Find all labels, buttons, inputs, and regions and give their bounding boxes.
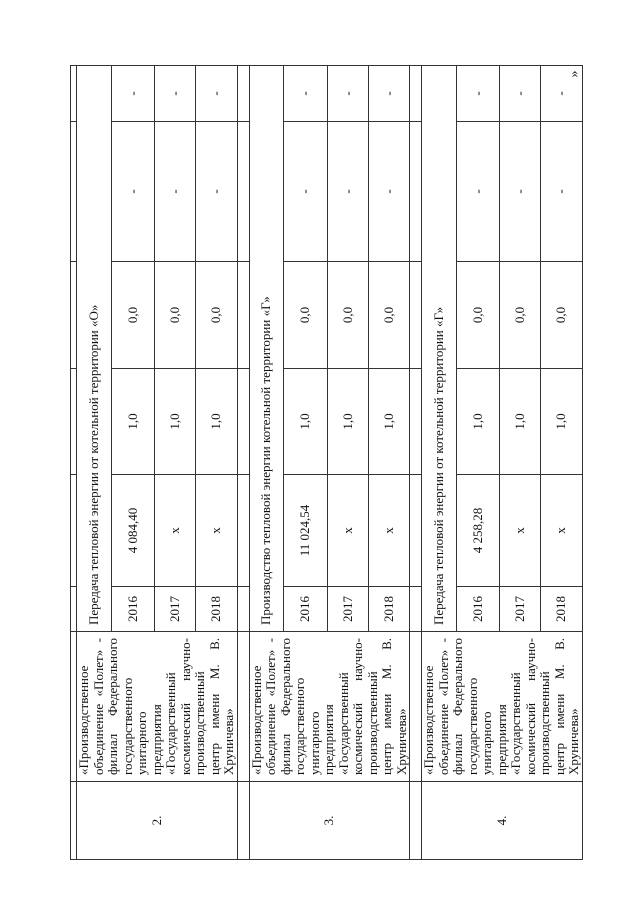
value-cell: 0,0	[111, 262, 154, 369]
volume-cell: 4 084,40	[111, 475, 154, 587]
volume-cell: x	[196, 475, 237, 587]
spacer-cell	[410, 587, 422, 632]
spacer-cell	[237, 782, 249, 860]
dash-cell: -	[456, 66, 499, 122]
coefficient-cell: 1,0	[500, 369, 541, 475]
coefficient-cell: 1,0	[368, 369, 409, 475]
spacer-cell	[237, 632, 249, 782]
section-spacer-row	[410, 66, 422, 860]
dash-cell: -	[500, 66, 541, 122]
organization-name: «Производственное объединение «Полет» - филиал Федерального государственного унитарного предприятия «Государственный космический научно-производственный центр имени М. В. Хруничева»	[422, 632, 583, 782]
table-body	[71, 66, 583, 860]
value-cell: 0,0	[327, 262, 368, 369]
dash-cell: -	[368, 122, 409, 262]
year-cell: 2016	[111, 587, 154, 632]
coefficient-cell: 1,0	[196, 369, 237, 475]
document-sheet	[70, 66, 581, 860]
dash-cell: -	[500, 122, 541, 262]
dash-cell: -	[327, 122, 368, 262]
value-cell: 0,0	[456, 262, 499, 369]
dash-cell: -	[111, 122, 154, 262]
year-cell: 2016	[456, 587, 499, 632]
dash-cell: -	[327, 66, 368, 122]
tariff-table	[70, 65, 583, 860]
spacer-cell	[237, 122, 249, 262]
coefficient-cell: 1,0	[456, 369, 499, 475]
rotated-table-container	[70, 66, 581, 860]
year-cell: 2016	[284, 587, 327, 632]
dash-cell: -	[284, 122, 327, 262]
spacer-cell	[410, 122, 422, 262]
value-cell: 0,0	[541, 262, 582, 369]
value-cell: 0,0	[155, 262, 196, 369]
year-cell: 2018	[196, 587, 237, 632]
section-title: Производство тепловой энергии котельной территории «Г»	[249, 66, 284, 632]
coefficient-cell: 1,0	[111, 369, 154, 475]
value-cell: 0,0	[284, 262, 327, 369]
volume-cell: x	[541, 475, 582, 587]
dash-cell: -	[155, 122, 196, 262]
closing-quote-mark: »	[567, 70, 582, 78]
volume-cell: x	[155, 475, 196, 587]
year-cell: 2018	[368, 587, 409, 632]
spacer-cell	[410, 262, 422, 369]
year-cell: 2017	[327, 587, 368, 632]
spacer-cell	[237, 475, 249, 587]
section-number: 4.	[422, 782, 583, 860]
organization-name: «Производственное объединение «Полет» - филиал Федерального государственного унитарного предприятия «Государственный космический научно-производственный центр имени М. В. Хруничева»	[77, 632, 238, 782]
year-cell: 2018	[541, 587, 582, 632]
section-title-row	[249, 66, 284, 860]
spacer-cell	[237, 262, 249, 369]
spacer-cell	[410, 66, 422, 122]
coefficient-cell: 1,0	[155, 369, 196, 475]
section-title-row	[77, 66, 112, 860]
dash-cell: -	[541, 122, 582, 262]
volume-cell: 11 024,54	[284, 475, 327, 587]
spacer-cell	[237, 66, 249, 122]
dash-cell: -	[368, 66, 409, 122]
spacer-cell	[237, 587, 249, 632]
section-number: 3.	[249, 782, 410, 860]
volume-cell: 4 258,28	[456, 475, 499, 587]
spacer-cell	[410, 475, 422, 587]
value-cell: 0,0	[500, 262, 541, 369]
volume-cell: x	[500, 475, 541, 587]
coefficient-cell: 1,0	[541, 369, 582, 475]
volume-cell: x	[327, 475, 368, 587]
dash-cell: -	[111, 66, 154, 122]
coefficient-cell: 1,0	[327, 369, 368, 475]
value-cell: 0,0	[368, 262, 409, 369]
dash-cell: -	[456, 122, 499, 262]
section-title: Передача тепловой энергии от котельной территории «О»	[77, 66, 112, 632]
section-spacer-row	[237, 66, 249, 860]
value-cell: 0,0	[196, 262, 237, 369]
dash-cell: -	[196, 66, 237, 122]
dash-cell: -	[155, 66, 196, 122]
year-cell: 2017	[500, 587, 541, 632]
spacer-cell	[410, 782, 422, 860]
year-cell: 2017	[155, 587, 196, 632]
section-title: Передача тепловой энергии от котельной территории «Г»	[422, 66, 457, 632]
spacer-cell	[410, 369, 422, 475]
volume-cell: x	[368, 475, 409, 587]
section-number: 2.	[77, 782, 238, 860]
section-title-row	[422, 66, 457, 860]
coefficient-cell: 1,0	[284, 369, 327, 475]
spacer-cell	[410, 632, 422, 782]
spacer-cell	[237, 369, 249, 475]
organization-name: «Производственное объединение «Полет» - филиал Федерального государственного унитарного предприятия «Государственный космический научно-производственный центр имени М. В. Хруничева»	[249, 632, 410, 782]
dash-cell: -	[284, 66, 327, 122]
dash-cell: -	[196, 122, 237, 262]
dash-cell: -	[541, 66, 582, 122]
